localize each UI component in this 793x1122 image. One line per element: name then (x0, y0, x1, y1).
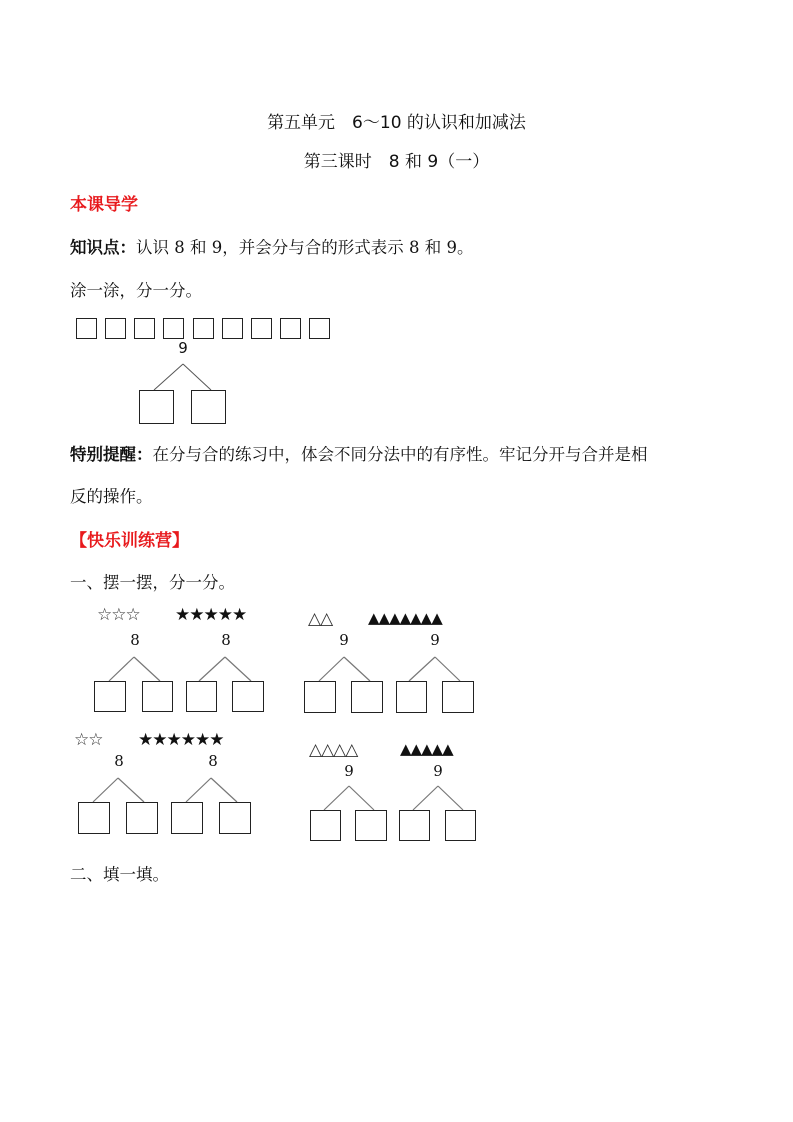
answer-box[interactable] (351, 681, 383, 713)
split-answer-box-left[interactable] (139, 390, 174, 424)
answer-box[interactable] (304, 681, 336, 713)
black-triangles: ▲▲▲▲▲ (400, 740, 453, 758)
reminder-text-continued: 反的操作。 (70, 487, 153, 506)
white-stars: ☆☆☆ (97, 605, 140, 625)
total-number: 9 (433, 762, 443, 780)
answer-box[interactable] (94, 681, 126, 712)
answer-box[interactable] (232, 681, 264, 712)
exercise-panel-2 (300, 603, 495, 715)
answer-box[interactable] (396, 681, 427, 713)
lesson-title: 第三课时 8 和 9（一） (303, 152, 490, 172)
black-stars: ★★★★★ (175, 605, 247, 625)
answer-box[interactable] (78, 802, 110, 834)
total-number: 8 (114, 752, 124, 770)
answer-box[interactable] (355, 810, 387, 841)
white-triangles: △△ (308, 609, 333, 629)
practice-heading: 【快乐训练营】 (70, 531, 189, 551)
total-number: 8 (130, 631, 140, 649)
answer-box[interactable] (399, 810, 430, 841)
answer-box[interactable] (445, 810, 476, 841)
total-number: 9 (339, 631, 349, 649)
black-triangles: ▲▲▲▲▲▲▲ (368, 609, 442, 627)
knowledge-label: 知识点： (70, 238, 136, 257)
answer-box[interactable] (219, 802, 251, 834)
answer-box[interactable] (310, 810, 341, 841)
unit-title: 第五单元 6～10 的认识和加减法 (267, 113, 526, 133)
question-1: 一、摆一摆，分一分。 (70, 573, 235, 592)
white-triangles: △△△△ (309, 740, 358, 760)
split-answer-box-right[interactable] (191, 390, 226, 424)
total-number: 8 (208, 752, 218, 770)
total-number: 9 (344, 762, 354, 780)
exercise-panel-1 (65, 603, 280, 713)
answer-box[interactable] (171, 802, 203, 834)
white-stars: ☆☆ (74, 730, 103, 750)
answer-box[interactable] (442, 681, 474, 713)
exercise-panel-4 (305, 740, 495, 842)
total-number: 9 (430, 631, 440, 649)
total-number: 8 (221, 631, 231, 649)
question-2: 二、填一填。 (70, 865, 169, 884)
special-reminder (70, 441, 648, 465)
guide-heading: 本课导学 (70, 195, 138, 215)
answer-box[interactable] (126, 802, 158, 834)
activity-instruction: 涂一涂，分一分。 (70, 281, 202, 300)
black-stars: ★★★★★★ (138, 730, 224, 750)
reminder-label: 特别提醒： (70, 445, 153, 464)
reminder-text: 在分与合的练习中，体会不同分法中的有序性。牢记分开与合并是相 (152, 445, 648, 464)
split-total: 9 (178, 339, 188, 357)
exercise-panel-3 (72, 730, 262, 840)
answer-box[interactable] (186, 681, 217, 712)
answer-box[interactable] (142, 681, 173, 712)
knowledge-text: 认识 8 和 9，并会分与合的形式表示 8 和 9。 (136, 238, 474, 257)
